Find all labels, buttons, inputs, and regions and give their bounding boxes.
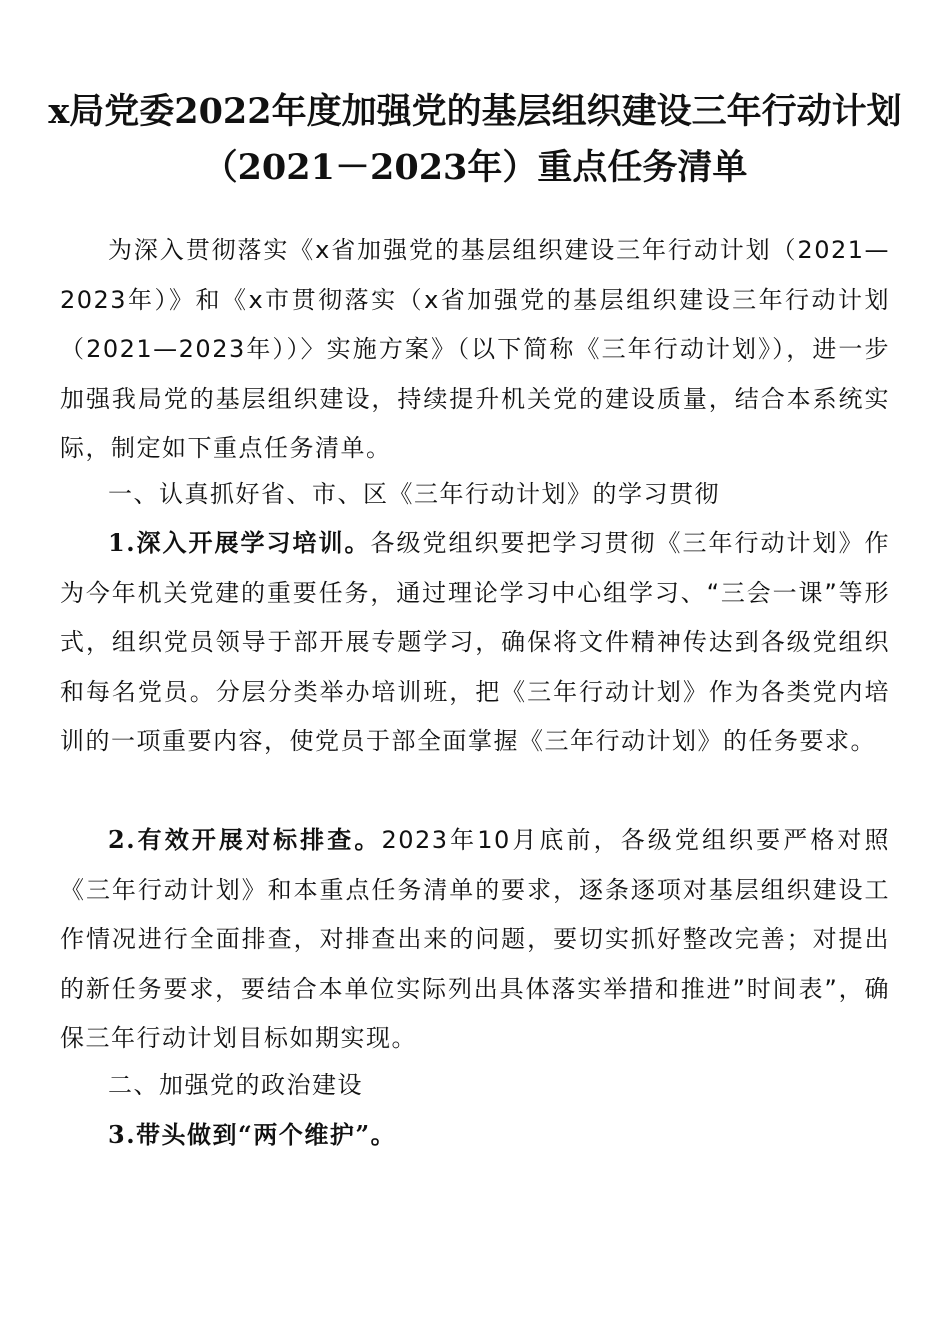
item-3-heading: 3.带头做到“两个维护”。 (108, 1120, 397, 1149)
item-1-text: 各级党组织要把学习贯彻《三年行动计划》作为今年机关党建的重要任务，通过理论学习中心组学习、“三会一课”等形式，组织党员领导于部开展专题学习，确保将文件精神传达到各级党组织和每名党员。分层分类举办培训班，把《三年行动计划》作为各类党内培训的一项重要内容，使党员于部全面掌握《三年行动计划》的任务要求。 (60, 529, 891, 755)
document-title: x局党委2022年度加强党的基层组织建设三年行动计划（2021－2023年）重点任务清单 (48, 91, 902, 188)
section-2-heading: 二、加强党的政治建设 (108, 1071, 363, 1099)
item-2-text: 2023年10月底前，各级党组织要严格对照《三年行动计划》和本重点任务清单的要求，逐条逐项对基层组织建设工作情况进行全面排查，对排查出来的问题，要切实抓好整改完善；对提出的新任务要求，要结合本单位实际列出具体落实举措和推进”时间表”，确保三年行动计划目标如期实现。 (60, 826, 890, 1052)
intro-paragraph: 为深入贯彻落实《x省加强党的基层组织建设三年行动计划（2021—2023年）》和《x市贯彻落实（x省加强党的基层组织建设三年行动计划（2021—2023年））〉实施方案》（以下简称《三年行动计划》），进一步加强我局党的基层组织建设，持续提升机关党的建设质量，结合本系统实际，制定如下重点任务清单。 (60, 236, 890, 462)
item-2-paragraph (60, 815, 890, 1064)
item-1-paragraph (60, 518, 890, 767)
item-1-lead: 1.深入开展学习培训。 (108, 528, 371, 557)
item-2-lead: 2.有效开展对标排查。 (108, 825, 382, 854)
section-1-heading: 一、认真抓好省、市、区《三年行动计划》的学习贯彻 (108, 480, 720, 508)
